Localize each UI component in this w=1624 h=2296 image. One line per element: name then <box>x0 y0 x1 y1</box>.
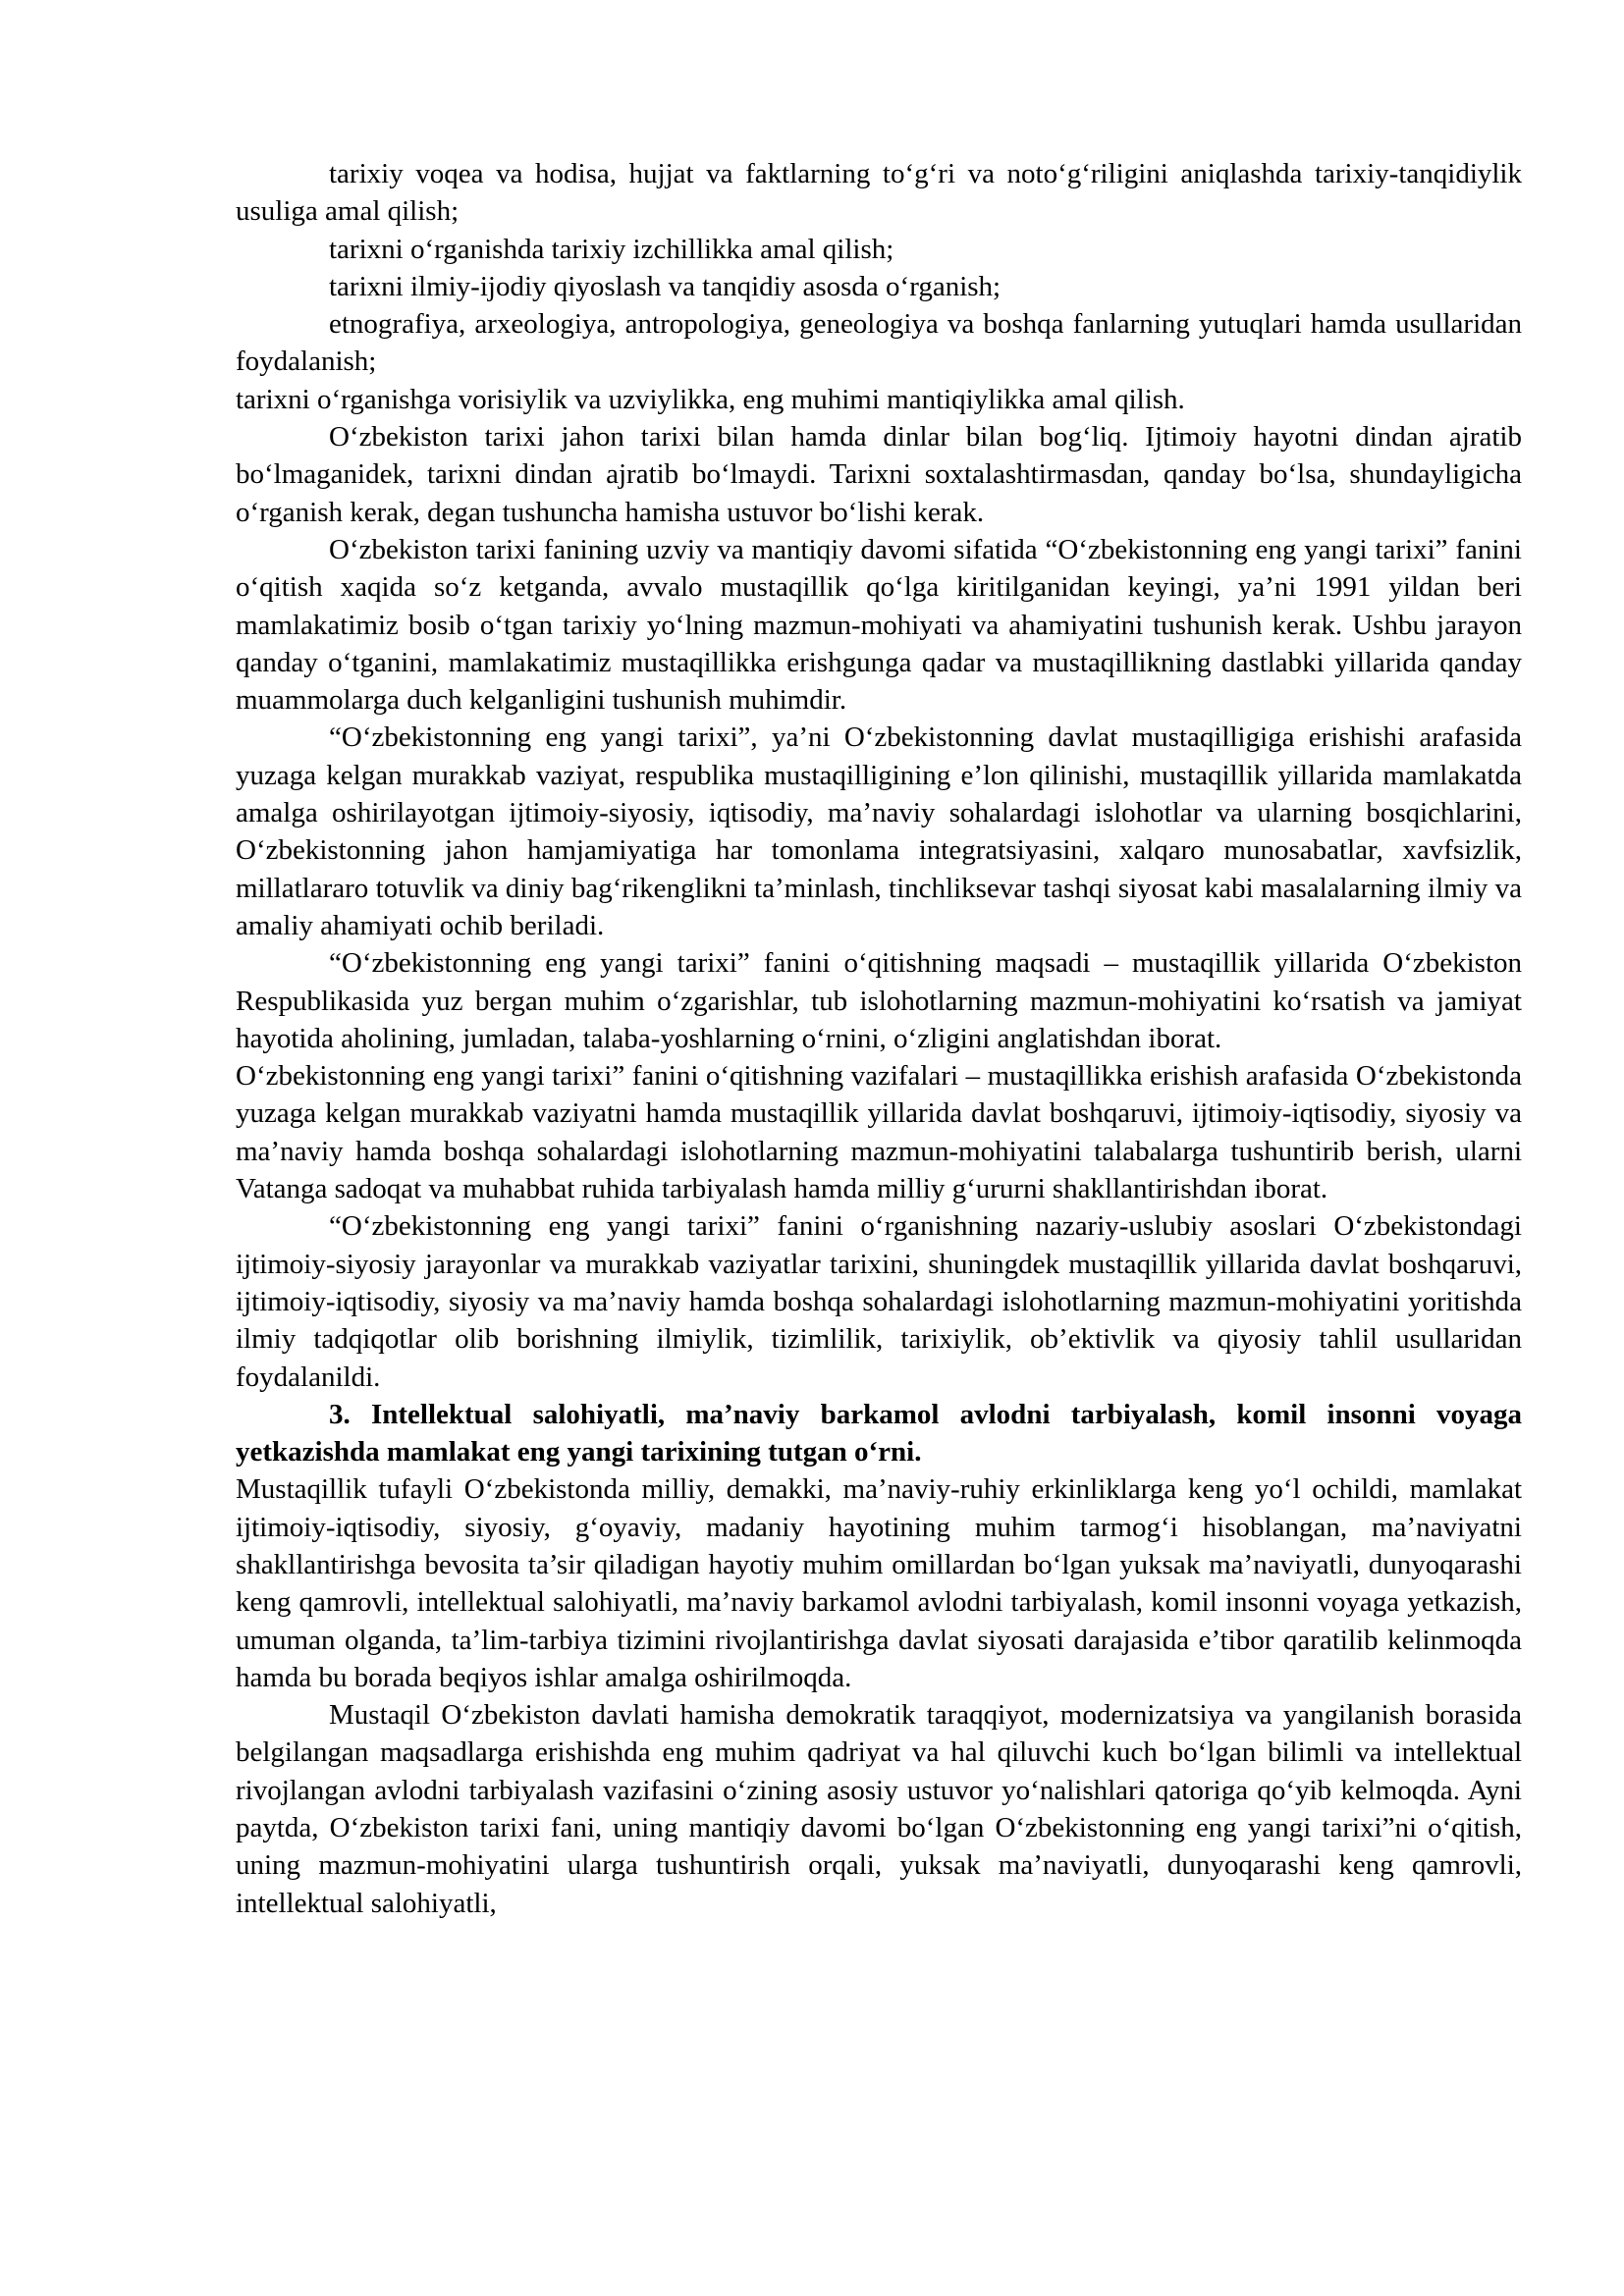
paragraph: O‘zbekistonning eng yangi tarixi” fanini o‘qitishning vazifalari – mustaqillikka erishish arafasida O‘zbekistonda yuzaga kelgan murakkab vaziyatni hamda mustaqillik yillarida davlat boshqaruvi, ijtimoiy-iqtisodiy, siyosiy va ma’naviy hamda boshqa sohalardagi islohotlarning mazmun-mohiyatini talabalarga tushuntirib berish, ularni Vatanga sadoqat va muhabbat ruhida tarbiyalash hamda milliy g‘ururni shakllantirishdan iborat. <box>236 1060 1522 1205</box>
paragraph: tarixiy voqea va hodisa, hujjat va faktlarning to‘g‘ri va noto‘g‘riligini aniqlashda tarixiy-tanqidiylik usuliga amal qilish; <box>236 158 1522 228</box>
paragraph: “O‘zbekistonning eng yangi tarixi”, ya’ni O‘zbekistonning davlat mustaqilligiga erishishi arafasida yuzaga kelgan murakkab vaziyat, respublika mustaqilligining e’lon qilinishi, mustaqillik yillarida mamlakatda amalga oshirilayotgan ijtimoiy-siyosiy, iqtisodiy, ma’naviy sohalardagi islohotlar va ularning bosqichlarini, O‘zbekistonning jahon hamjamiyatiga har tomonlama integratsiyasini, xalqaro munosabatlar, xavfsizlik, millatlararo totuvlik va diniy bag‘rikenglikni ta’minlash, tinchliksevar tashqi siyosat kabi masalalarning ilmiy va amaliy ahamiyati ochib beriladi. <box>236 721 1522 941</box>
paragraph: etnografiya, arxeologiya, antropologiya, geneologiya va boshqa fanlarning yutuqlari hamda usullaridan foydalanish; <box>236 308 1522 378</box>
paragraph: tarixni ilmiy-ijodiy qiyoslash va tanqidiy asosda o‘rganish; <box>329 270 1001 302</box>
paragraph: “O‘zbekistonning eng yangi tarixi” fanini o‘rganishning nazariy-uslubiy asoslari O‘zbekistondagi ijtimoiy-siyosiy jarayonlar va murakkab vaziyatlar tarixini, shuningdek mustaqillik yillarida davlat boshqaruvi, ijtimoiy-iqtisodiy, siyosiy va ma’naviy hamda boshqa sohalardagi islohotlarning mazmun-mohiyatini yoritishda ilmiy tadqiqotlar olib borishning ilmiylik, tizimlilik, tarixiylik, ob’ektivlik va qiyosiy tahlil usullaridan foydalanildi. <box>236 1210 1522 1393</box>
paragraph: O‘zbekiston tarixi fanining uzviy va mantiqiy davomi sifatida “O‘zbekistonning eng yangi tarixi” fanini o‘qitish xaqida so‘z ketganda, avvalo mustaqillik qo‘lga kiritilganidan keyingi, ya’ni 1991 yildan beri mamlakatimiz bosib o‘tgan tarixiy yo‘lning mazmun-mohiyati va ahamiyatini tushunish kerak. Ushbu jarayon qanday o‘tganini, mamlakatimiz mustaqillikka erishgunga qadar va mustaqillikning dastlabki yillarida qanday muammolarga duch kelganligini tushunish muhimdir. <box>236 533 1522 717</box>
paragraph: tarixni o‘rganishda tarixiy izchillikka amal qilish; <box>329 233 894 265</box>
paragraph: O‘zbekiston tarixi jahon tarixi bilan hamda dinlar bilan bog‘liq. Ijtimoiy hayotni dindan ajratib bo‘lmaganidek, tarixni dindan ajratib bo‘lmaydi. Tarixni soxtalashtirmasdan, qanday bo‘lsa, shundayligicha o‘rganish kerak, degan tushuncha hamisha ustuvor bo‘lishi kerak. <box>236 421 1522 528</box>
paragraph: tarixni o‘rganishga vorisiylik va uzviylikka, eng muhimi mantiqiylikka amal qilish. <box>236 383 1185 415</box>
paragraph: Mustaqillik tufayli O‘zbekistonda milliy, demakki, ma’naviy-ruhiy erkinliklarga keng yo‘l ochildi, mamlakat ijtimoiy-iqtisodiy, siyosiy, g‘oyaviy, madaniy hayotining muhim tarmog‘i hisoblangan, ma’naviyatni shakllantirishga bevosita ta’sir qiladigan hayotiy muhim omillardan bo‘lgan yuksak ma’naviyatli, dunyoqarashi keng qamrovli, intellektual salohiyatli, ma’naviy barkamol avlodni tarbiyalash, komil insonni voyaga yetkazish, umuman olganda, ta’lim-tarbiya tizimini rivojlantirishga davlat siyosati darajasida e’tibor qaratilib kelinmoqda hamda bu borada beqiyos ishlar amalga oshirilmoqda. <box>236 1473 1522 1693</box>
document-page <box>236 155 1522 1922</box>
section-heading: 3. Intellektual salohiyatli, ma’naviy barkamol avlodni tarbiyalash, komil insonni voyaga yetkazishda mamlakat eng yangi tarixining tutgan o‘rni. <box>236 1398 1522 1468</box>
paragraph: Mustaqil O‘zbekiston davlati hamisha demokratik taraqqiyot, modernizatsiya va yangilanish borasida belgilangan maqsadlarga erishishda eng muhim qadriyat va hal qiluvchi kuch bo‘lgan bilimli va intellektual rivojlangan avlodni tarbiyalash vazifasini o‘zining asosiy ustuvor yo‘nalishlari qatoriga qo‘yib kelmoqda. Ayni paytda, O‘zbekiston tarixi fani, uning mantiqiy davomi bo‘lgan O‘zbekistonning eng yangi tarixi”ni o‘qitish, uning mazmun-mohiyatini ularga tushuntirish orqali, yuksak ma’naviyatli, dunyoqarashi keng qamrovli, intellektual salohiyatli, <box>236 1699 1522 1919</box>
paragraph: “O‘zbekistonning eng yangi tarixi” fanini o‘qitishning maqsadi – mustaqillik yillarida O‘zbekiston Respublikasida yuz bergan muhim o‘zgarishlar, tub islohotlarning mazmun-mohiyatini ko‘rsatish va jamiyat hayotida aholining, jumladan, talaba-yoshlarning o‘rnini, o‘zligini anglatishdan iborat. <box>236 947 1522 1054</box>
